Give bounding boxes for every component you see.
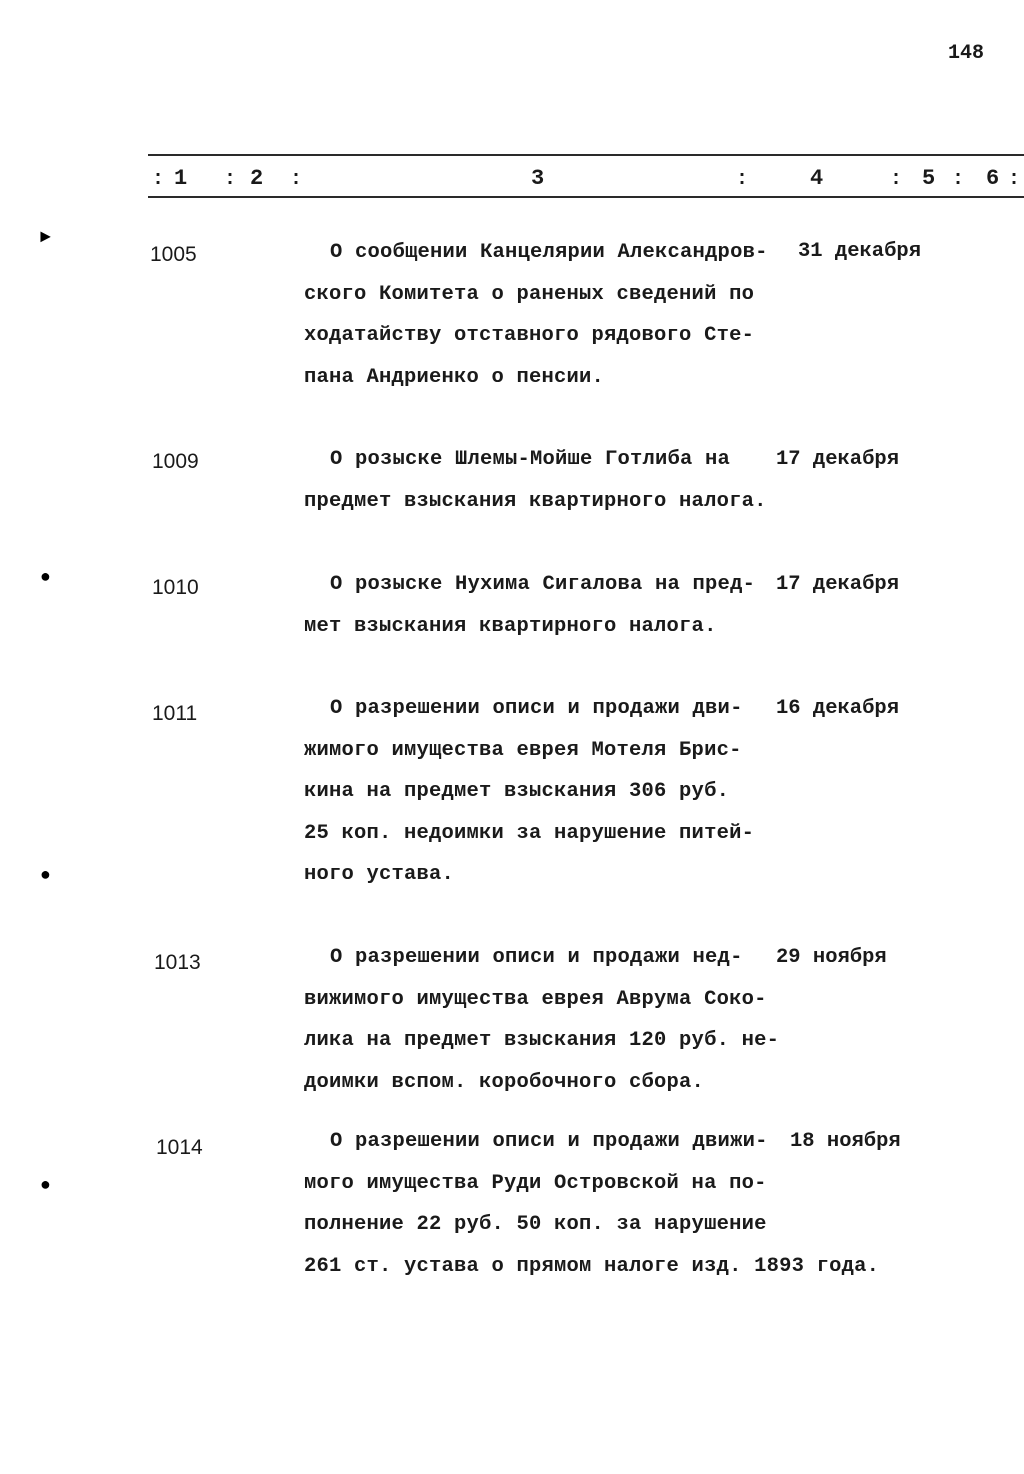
margin-mark-icon: ● bbox=[40, 1176, 51, 1196]
entry-line: 261 ст. устава о прямом налоге изд. 1893 года. bbox=[304, 1254, 880, 1278]
entry-description bbox=[304, 937, 780, 1103]
entry-line: доимки вспом. коробочного сбора. bbox=[304, 1070, 705, 1094]
entry-number: 1013 bbox=[154, 951, 201, 974]
entry-line: мого имущества Руди Островской на по- bbox=[304, 1171, 767, 1195]
column-header-5: 5 bbox=[922, 166, 936, 191]
entry-date: 17 декабря bbox=[776, 573, 900, 596]
column-separator: : bbox=[736, 168, 749, 191]
entry-line: кина на предмет взыскания 306 руб. bbox=[304, 780, 730, 803]
column-separator: : bbox=[290, 168, 303, 191]
column-header-1: 1 bbox=[174, 166, 188, 191]
entry-line: О сообщении Канцелярии Александров- bbox=[330, 241, 768, 264]
header-rule-bottom bbox=[148, 196, 1024, 198]
entry-description bbox=[304, 688, 774, 896]
entry-line: 25 коп. недоимки за нарушение питей- bbox=[304, 821, 755, 845]
entry-number: 1009 bbox=[152, 450, 199, 473]
entry-number: 1014 bbox=[156, 1136, 203, 1159]
header-rule-top bbox=[148, 154, 1024, 156]
entry-line: предмет взыскания квартирного налога. bbox=[304, 489, 767, 513]
column-header-2: 2 bbox=[250, 166, 264, 191]
column-header-6: 6 bbox=[986, 166, 1000, 191]
entry-line: О разрешении описи и продажи нед- bbox=[330, 946, 743, 969]
column-separator: : bbox=[952, 168, 965, 191]
entry-date: 16 декабря bbox=[776, 697, 900, 720]
column-separator: : bbox=[890, 168, 903, 191]
entry-line: ского Комитета о раненых сведений по bbox=[304, 282, 755, 306]
entry-number: 1005 bbox=[150, 243, 197, 266]
entry-line: пана Андриенко о пенсии. bbox=[304, 365, 605, 389]
entry-line: вижимого имущества еврея Аврума Соко- bbox=[304, 987, 767, 1011]
entry-date: 31 декабря bbox=[798, 240, 922, 263]
column-separator: : bbox=[1008, 168, 1021, 191]
column-separator: : bbox=[152, 168, 165, 191]
entry-line: ного устава. bbox=[304, 863, 455, 886]
entry-description bbox=[304, 564, 774, 647]
entry-number: 1011 bbox=[152, 702, 198, 725]
column-separator: : bbox=[224, 168, 237, 191]
entry-date: 17 декабря bbox=[776, 448, 900, 471]
entry-line: О разрешении описи и продажи дви- bbox=[330, 697, 743, 720]
entry-description bbox=[304, 439, 774, 522]
entry-line: О разрешении описи и продажи движи- bbox=[330, 1130, 768, 1153]
entry-description bbox=[304, 232, 774, 398]
entry-date: 29 ноября bbox=[776, 946, 887, 969]
margin-mark-icon: ● bbox=[40, 866, 51, 886]
margin-mark-icon: ► bbox=[40, 228, 51, 248]
page-number: 148 bbox=[948, 42, 985, 65]
entry-number: 1010 bbox=[152, 576, 199, 599]
entry-line: полнение 22 руб. 50 коп. за нарушение bbox=[304, 1213, 767, 1236]
entry-line: О розыске Шлемы-Мойше Готлиба на bbox=[330, 448, 731, 471]
entry-line: О розыске Нухима Сигалова на пред- bbox=[330, 573, 756, 596]
column-header-3: 3 bbox=[531, 166, 545, 191]
margin-mark-icon: ● bbox=[40, 568, 51, 588]
entry-line: лика на предмет взыскания 120 руб. не- bbox=[304, 1029, 780, 1052]
entry-date: 18 ноября bbox=[790, 1130, 901, 1153]
entry-line: мет взыскания квартирного налога. bbox=[304, 614, 717, 638]
column-header-4: 4 bbox=[810, 166, 824, 191]
entry-line: ходатайству отставного рядового Сте- bbox=[304, 324, 755, 347]
entry-line: жимого имущества еврея Мотеля Брис- bbox=[304, 738, 742, 762]
